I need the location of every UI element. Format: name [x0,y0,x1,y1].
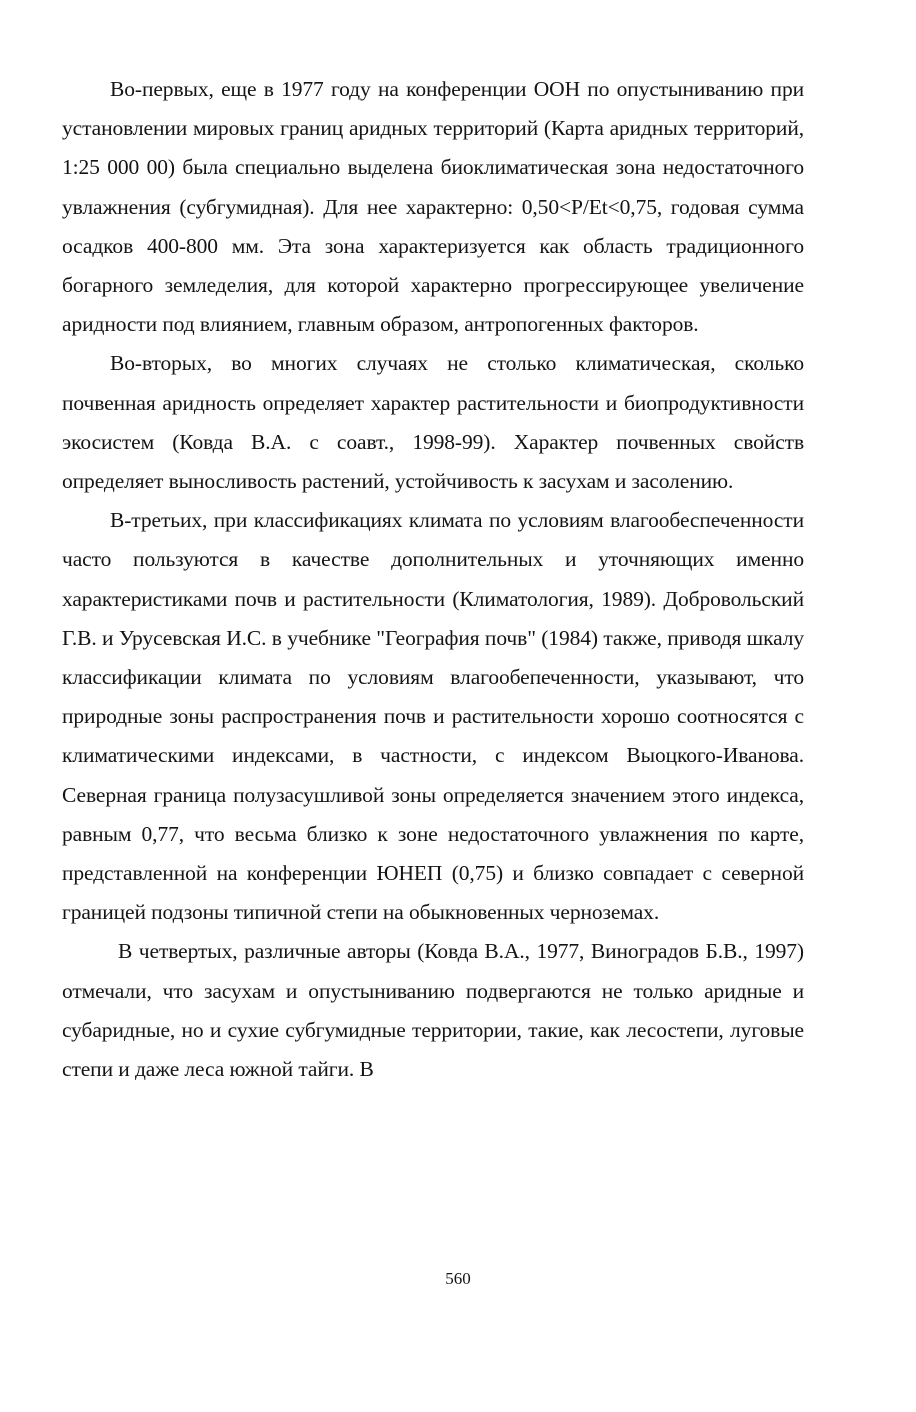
paragraph-first: Во-первых, еще в 1977 году на конференции ООН по опустыниванию при установлении мировых границ аридных территорий (Карта аридных территорий, 1:25 000 00) была специально выделена биоклиматическая зона недостаточного увлажнения (субгумидная). Для нее характерно: 0,50<P/Et<0,75, годовая сумма осадков 400-800 мм. Эта зона характеризуется как область традиционного богарного земледелия, для которой характерно прогрессирующее увеличение аридности под влиянием, главным образом, антропогенных факторов. [62,77,804,337]
paragraph-second: Во-вторых, во многих случаях не столько климатическая, сколько почвенная аридность определяет характер растительности и биопродуктивности экосистем (Ковда В.А. с соавт., 1998-99). Характер почвенных свойств определяет выносливость растений, устойчивость к засухам и засолению. [62,351,804,494]
paragraph-fourth: В четвертых, различные авторы (Ковда В.А., 1977, Виноградов Б.В., 1997) отмечали, что засухам и опустыниванию подвергаются не только аридные и субаридные, но и сухие субгумидные территории, такие, как лесостепи, луговые степи и даже леса южной тайги. В [62,939,804,1082]
paragraph-third: В-третьих, при классификациях климата по условиям влагообеспеченности часто пользуются в качестве дополнительных и уточняющих именно характеристиками почв и растительности (Климатология, 1989). Добровольский Г.В. и Урусевская И.С. в учебнике "География почв" (1984) также, приводя шкалу классификации климата по условиям влагообепеченности, указывают, что природные зоны распространения почв и растительности хорошо соотносятся с климатическими индексами, в частности, с индексом Выоцкого-Иванова. Северная граница полузасушливой зоны определяется значением этого индекса, равным 0,77, что весьма близко к зоне недостаточного увлажнения по карте, представленной на конференции ЮНЕП (0,75) и близко совпадает с северной границей подзоны типичной степи на обыкновенных черноземах. [62,508,804,925]
document-page [62,70,804,1089]
page-number: 560 [445,1269,471,1288]
